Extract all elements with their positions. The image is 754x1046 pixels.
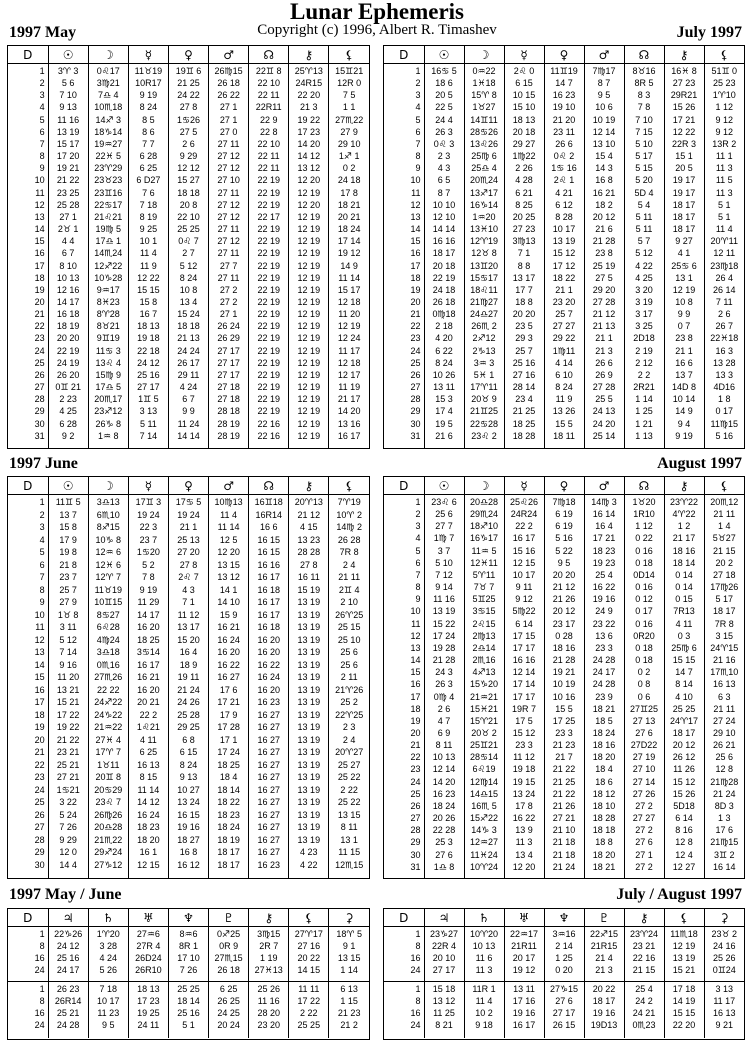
chiron-symbol: ⚷: [289, 46, 329, 64]
col-day: D: [8, 46, 48, 64]
node-symbol: ☊: [624, 477, 664, 495]
node-symbol: ☊: [249, 46, 289, 64]
chiron-column: 23♈22 4♈22 1 2 21 17 18 16 18 14 0 14 0 14 0 15 7R13 4 11 0 3 25♍ 6 15 15 14 7 8 14 4 10 25 25 24♈17 18 17 20 12 26 12 11 26 15 12 15 26 5D18 6 14 8 16 12 8 12 4 12 27: [664, 495, 704, 879]
copyright-notice: Copyright (c) 1996, Albert R. Timashev: [257, 22, 497, 38]
table-june-1997: [7, 476, 370, 879]
chiron-symbol: ⚷: [664, 477, 704, 495]
table-july-1997: [383, 45, 745, 449]
mars-symbol: ♂: [209, 477, 249, 495]
saturn-symbol: ♄: [464, 909, 504, 927]
col-day: D: [384, 477, 424, 495]
node-column: 22♊ 8 22 10 22 11 22R11 22 9 22 8 22 10 22 11 22 11 22 19 22 19 22 19 22 17 22 19 22 19 22 19 22 19 22 19 22 19 22 19 22 19 22 19 22 19 22 19 22 19 22 19 22 19 22 19 22 19 22 16 22 16: [249, 64, 289, 449]
mars-column: 7♍17 8 7 9 5 10 6 10 19 12 14 13 10 15 4 14 3 16 8 16 21 18 2 20 12 21 6 21 28 23 8 25 19 27 5 29 20 27 28 21 12 21 13 21 1 21 3 26 6 26 9 27 28 25 5 24 13 24 20 25 14: [584, 64, 624, 449]
lilith-symbol: ⚸: [704, 46, 744, 64]
venus-column: 11♊19 14 7 16 23 19 10 21 20 23 11 26 6 0♌ 2 1♋ 16 2♌ 1 4 21 6 12 8 28 10 17 13 19 15 12 17 12 18 22 21 1 23 20 25 7 27 27 29 22 1♍11 4 14 6 10 8 24 11 9 13 26 15 5 18 11: [544, 64, 584, 449]
mercury-column: 25♌26 24R24 22 2 16 17 15 16 12 15 10 17 9 11 9 12 5♍22 6 14 17 15 17 17 16 16 12 14 17 14 17 17 19R 7 17 5 15 12 23 3 11 12 19 18 19 15 13 24 17 8 16 22 13 9 11 3 13 4 12 20: [504, 495, 544, 879]
mercury-symbol: ☿: [128, 477, 168, 495]
moon-column: 3♎13 6♏10 8♐15 10♑ 8 12♒ 6 12♓ 6 12♈ 7 11♉19 10♊15 8♋27 6♌28 4♍24 3♎18 0♏16 27♏26 22 22 24♐22 24♑22 21♒22 27♓ 4 17♈ 7 1♉11 20♊ 8 20♋29 23♌ 7 26♍26 20♎28 21♏22 29♐24 27♑12: [88, 495, 128, 879]
header-august: August 1997: [657, 455, 742, 472]
day-column: 1 2 3 4 5 6 7 8 9 10 11 12 13 14 15 16 17 18 19 20 21 22 23 24 25 26 27 28 29 30 31: [384, 495, 424, 879]
jupiter-symbol: ♃: [48, 909, 88, 927]
lilith-column: 51♊ 0 25 23 1♈10 1 12 9 12 9 12 13R 2 11 1 11 3 11 5 11 3 5 1 5 1 11 4 20♈11 12 11 23♍18 26 4 26 14 7 11 2 6 26 7 22♓18 16 3 13 28 13 3 4D16 1 8 0 17 11♍15 5 16: [704, 64, 744, 449]
sun-symbol: ☉: [48, 477, 88, 495]
lilith-symbol: ⚸: [329, 46, 369, 64]
lilith-symbol: ⚸: [704, 477, 744, 495]
header-june: 1997 June: [9, 455, 78, 472]
chiron-symbol: ⚷: [289, 477, 329, 495]
mars-symbol: ♂: [584, 46, 624, 64]
sun-column: 3♈ 3 5 6 7 10 9 13 11 16 13 19 15 17 17 20 19 21 21 22 23 25 25 28 27 1 2♉ 1 4 4 6 7 8 10 10 13 12 16 14 17 16 18 18 19 20 20 22 19 24 19 26 20 0♊ 21 2 23 4 25 6 28 9 2: [48, 64, 88, 449]
chiron-column: 16♓ 8 27 23 29R21 15 26 17 21 12 22 22R 3 15 1 20 5 19 17 19 17 18 17 18 17 18 17 9 27 4 1 25♋ 6 13 1 12 19 10 8 9 9 0 7 23 8 21 1 16 6 13 7 14D 8 10 14 14 9 9 4 9 19: [664, 64, 704, 449]
mercury-column: 2♌ 0 6 15 10 15 15 10 18 13 20 18 29 27 1♍22 2 26 4 28 6 21 8 25 20 25 27 23 3♍13 7 1 8 8 13 17 17 7 18 8 20 20 23 5 29 3 25 7 25 16 27 16 28 14 23 4 21 25 18 25 18 28: [504, 64, 544, 449]
lilith-column: 20♏12 21 11 1 4 5♉27 21 15 20 2 27 18 17♍26 5 17 18 17 7R 8 3 15 24♈15 21 16 17♏10 16 13 6 3 21 11 27 24 29 10 26 21 25 6 12 8 21♍28 21 24 8D 3 1 3 17 6 21♍15 3♊ 2 16 14: [704, 495, 744, 879]
pluto-symbol: ♇: [584, 909, 624, 927]
venus-column: 17♋ 5 19 24 21 1 25 13 27 20 27 8 2♌ 7 4 3 7 1 11 12 13 17 15 20 16 4 18 9 19 11 21 24 24 26 25 28 29 25 6 8 6 15 8 24 9 13 10 27 13 24 16 15 19 16 18 27 16 8 16 12: [168, 495, 208, 879]
table-may-1997: [7, 45, 370, 449]
mars-symbol: ♂: [209, 46, 249, 64]
moon-column: 20♎28 29♏24 18♐10 16♑17 11♒ 5 12♓11 5♈11 7♉ 7 5♊25 3♋15 2♌15 2♍13 2♎14 2♏16 4♐13 15♑20 21♒21 15♓21 15♈21 20♉ 2 25♊21 28♋14 6♌19 12♍14 14♎15 16♏ 5 15♐22 14♑ 3 12♒27 11♓24 10♈24: [464, 495, 504, 879]
chiron-column: 20♈13 21 12 4 15 13 23 28 28 27 8 16 11 15 19 13 19 13 19 13 19 13 19 13 19 13 19 13 19 13 19 13 19 13 19 13 19 13 19 13 19 13 19 13 19 13 19 13 19 13 19 13 19 13 19 4 23 4 22: [289, 495, 329, 879]
moon-symbol: ☽: [88, 46, 128, 64]
neptune-symbol: ♆: [168, 909, 208, 927]
venus-symbol: ♀: [544, 477, 584, 495]
lilith-symbol: ⚸: [329, 477, 369, 495]
moon-column: 0♌17 3♍21 7♎ 4 10♏18 14♐ 3 18♑14 19♒27 22♓ 5 23♈29 23♉23 23♊16 22♋17 21♌21 19♍ 5 17♎ 1 14♏24 12♐22 10♑28 9♒17 8♓23 8♈28 8♉21 9♊19 11♋ 3 13♌ 4 15♍ 9 17♎ 5 20♏17 23♐12 26♑ 8 1♒ 8: [88, 64, 128, 449]
chiron-symbol: ⚷: [624, 909, 664, 927]
moon-symbol: ☽: [88, 477, 128, 495]
lilith-symbol: ⚸: [289, 909, 329, 927]
moon-column: 0♒22 1♓18 15♈ 8 1♉27 14♊11 28♋26 13♌26 25♍ 6 25♎ 4 20♏24 13♐17 16♑14 1♒20 13♓10 12♈19 12♉ 8 13♊20 15♋17 18♌11 21♍27 24♎27 26♏ 2 2♐12 2♑13 3♒ 3 5♓ 1 17♈11 20♉ 9 21♊25 22♋28 23♌ 2: [464, 64, 504, 449]
lilith-column: 7♈19 10♈ 2 14♍ 2 26 28 7R 8 2 4 21 11 2♊ 4 2 10 26♈25 25 15 25 10 25 6 25 6 2 11 21♈26 25 2 22♈25 2 3 2 4 20♈27 25 27 25 22 2 22 25 22 13 15 8 11 13 1 11 15 12♏15: [329, 495, 369, 879]
col-day: D: [8, 477, 48, 495]
header-july: July 1997: [676, 24, 742, 41]
sun-column: 16♋ 5 18 6 20 5 22 5 24 4 26 3 0♌ 3 2 3 4 3 6 5 8 7 10 10 12 10 14 14 16 16 18 17 20 18 22 19 24 18 26 18 0♍18 2 18 4 20 6 22 8 24 10 26 13 11 15 3 17 4 19 5 21 6: [424, 64, 464, 449]
saturn-symbol: ♄: [88, 909, 128, 927]
col-day: D: [384, 46, 424, 64]
mercury-column: 11♉19 10R17 9 19 8 24 8 5 8 6 7 7 6 28 6 25 6 D27 7 6 7 18 8 19 9 25 10 1 11 4 11 9 12 22 15 15 15 8 16 7 18 13 19 18 22 18 24 12 25 16 27 17 1♊ 5 3 13 5 11 7 14: [128, 64, 168, 449]
node-column: 8♉16 8R 5 8 3 7 8 7 10 7 15 5 10 5 17 5 15 5 20 5D 4 5 4 5 11 5 11 5 7 5 12 4 22 4 25 3 20 3 19 3 17 3 25 2D18 2 19 2 12 2 2 2R21 1 14 1 25 1 21 1 13: [624, 64, 664, 449]
venus-symbol: ♀: [168, 477, 208, 495]
chiron-symbol: ⚷: [664, 46, 704, 64]
sun-column: 23♌ 6 25 6 27 7 1♍ 7 3 7 5 10 7 12 9 14 11 16 13 19 15 22 17 24 19 28 21 28 24 3 26 3 0♍ 4 2 6 4 7 6 9 8 11 10 13 12 14 14 20 16 23 18 24 20 26 22 28 25 3 27 6 1♎ 8: [424, 495, 464, 879]
chiron-symbol: ⚷: [249, 909, 289, 927]
mars-column: 26♍15 26 18 26 22 27 1 27 1 27 0 27 11 27 12 27 12 27 10 27 11 27 12 27 12 27 11 27 12 27 11 27 7 27 11 27 2 27 2 27 1 26 24 26 29 27 17 27 17 27 17 27 18 27 18 28 18 28 19 28 19: [209, 64, 249, 449]
mercury-symbol: ☿: [504, 46, 544, 64]
lilith-column: 15♊21 12R 0 7 5 1 1 27♏22 27 9 29 10 1♐ 1 0 2 24 18 17 8 18 21 20 21 18 24 17 14 19 12 14 9 11 14 15 17 12 18 11 20 12 19 12 24 11 17 12 18 12 17 11 19 21 17 14 20 13 16 16 17: [329, 64, 369, 449]
lilith-symbol: ⚸: [664, 909, 704, 927]
header-may-june: 1997 May / June: [9, 886, 122, 903]
ceres-symbol: ⚳: [329, 909, 369, 927]
table-august-1997: [383, 476, 745, 879]
pluto-symbol: ♇: [209, 909, 249, 927]
venus-symbol: ♀: [168, 46, 208, 64]
table-outer-may-june: D ♃ ♄ ♅ ♆ ♇ ⚷ ⚸ ⚳ 1 8 16 24 22♑26 24 12 25 16 24 17 1♈20 3 28 4 24 5 26 27♒6 27R 4 26D24 26R10 8♒6 8R 1 17 10 7 26 0♐25 0R 9 27♏15 26 18 3♍15 2R 7 1 19 27♓13 27♈17 27 16 20 22 14 15 18♈ 5 9 1 13 15 1 14 1 8 16 24 26 23 26R14 25 21 24 28 7 18 10 17 11 23 9 5 18 13 17 23 19 25 24 11 25 25 18 14 25 16 5 1 6 25 26 25 24 25 20 24 25 26 11 16 28 20 23 20 11 11 17 22 2 22 25 25 6 13 1 15 21 23 21 2: [7, 908, 370, 1040]
chiron-column: 25♈13 24R15 22 20 21 3 19 22 17 23 14 20 14 12 13 12 12 20 12 19 12 20 12 19 12 19 12 19 12 19 12 19 12 19 12 19 12 19 12 19 12 19 12 19 12 19 12 19 12 19 12 19 12 19 12 19 12 19 12 19: [289, 64, 329, 449]
mars-symbol: ♂: [584, 477, 624, 495]
uranus-symbol: ♅: [504, 909, 544, 927]
col-day: D: [384, 909, 424, 927]
node-column: 1♉20 1R10 1 12 0 22 0 16 0 18 0D14 0 16 0 12 0 17 0 16 0R20 0 18 0 18 0 2 0 8 0 6 27♊25 27 13 27 6 27D22 27 19 27 10 27 14 27 26 27 2 27 27 27 2 27 6 27 1 27 2: [624, 495, 664, 879]
sun-column: 11♊ 5 13 7 15 8 17 9 19 8 21 8 23 7 25 7 27 9 1♉ 8 3 11 5 12 7 14 9 16 11 20 13 21 15 21 17 22 19 22 21 22 23 21 25 21 27 21 1♋21 3 22 5 24 7 26 9 29 12 0 14 4: [48, 495, 88, 879]
mercury-symbol: ☿: [128, 46, 168, 64]
node-symbol: ☊: [624, 46, 664, 64]
node-symbol: ☊: [249, 477, 289, 495]
mercury-column: 17♊ 3 19 24 22 3 23 7 1♋20 5 2 7 8 9 19 11 29 14 17 16 20 18 25 3♋14 16 17 16 21 16 20 20 21 22 2 1♌21 4 11 6 25 16 13 8 15 11 14 14 12 16 24 18 23 18 20 16 1 12 15: [128, 495, 168, 879]
sun-symbol: ☉: [48, 46, 88, 64]
day-column: 1 2 3 4 5 6 7 8 9 10 11 12 13 14 15 16 17 18 19 20 21 22 23 24 25 26 27 28 29 30 31: [8, 64, 48, 449]
sun-symbol: ☉: [424, 46, 464, 64]
venus-symbol: ♀: [544, 46, 584, 64]
col-day: D: [8, 909, 48, 927]
header-may: 1997 May: [9, 24, 77, 41]
ceres-symbol: ⚳: [704, 909, 744, 927]
day-column: 1 2 3 4 5 6 7 8 9 10 11 12 13 14 15 16 17 18 19 20 21 22 23 24 25 26 27 28 29 30 31: [384, 64, 424, 449]
table-outer-july-august: D ♃ ♄ ♅ ♆ ♇ ⚷ ⚸ ⚳ 1 8 16 24 23♑27 22R 4 20 10 27 17 10♈20 10 13 11 6 11 3 22♒17 21R11 20 17 19 12 3♒16 2 14 1 25 0 20 22♐15 21R15 21 4 21 3 23♈24 23 21 22 16 21 15 11♏18 12 19 13 19 15 21 23♉ 2 24 16 25 26 0♊24 1 8 16 24 15 18 13 12 11 25 8 21 11R 1 11 4 10 2 9 18 13 11 17 16 19 16 16 17 27♑15 27 6 27 17 26 15 20 22 18 17 19 16 19D13 25 4 24 2 24 21 0♏23 17 18 14 19 15 15 22 20 3 13 11 17 16 13 9 21: [383, 908, 745, 1040]
mercury-symbol: ☿: [504, 477, 544, 495]
neptune-symbol: ♆: [544, 909, 584, 927]
jupiter-symbol: ♃: [424, 909, 464, 927]
node-column: 16♊18 16R14 16 6 16 15 16 15 16 16 16 17 16 18 16 17 16 17 16 18 16 20 16 20 16 22 16 24 16 20 16 23 16 27 16 27 16 27 16 27 16 27 16 27 16 27 16 27 16 27 16 27 16 27 16 27 16 23: [249, 495, 289, 879]
uranus-symbol: ♅: [128, 909, 168, 927]
venus-column: 19♊ 6 21 25 24 22 27 8 1♋26 27 5 2 6 9 29 12 12 15 27 18 18 20 8 22 10 25 25 0♌ 7 2 7 5 12 8 24 10 8 13 4 15 24 18 18 21 13 24 24 26 17 29 11 4 24 6 7 9 9 11 24 14 14: [168, 64, 208, 449]
page-title: Lunar Ephemeris: [289, 0, 465, 24]
venus-column: 7♍18 6 19 6 19 5 16 5 22 9 5 20 20 21 12 21 26 20 12 23 17 0 28 18 16 21 28 19 21 10 19 10 16 15 5 17 25 23 3 21 23 21 7 21 22 21 25 21 22 21 26 27 21 21 10 21 18 21 18 21 24: [544, 495, 584, 879]
mars-column: 14♍ 3 16 14 16 4 17 21 18 23 19 23 25 4 16 22 19 16 24 9 23 22 13 6 23 3 24 28 24 17 24 28 23 9 18 21 18 5 18 24 18 16 18 20 18 4 18 6 18 12 18 10 18 28 18 18 18 8 18 20 18 21: [584, 495, 624, 879]
sun-symbol: ☉: [424, 477, 464, 495]
moon-symbol: ☽: [464, 477, 504, 495]
header-july-august: July / August 1997: [616, 886, 742, 903]
day-column: 1 2 3 4 5 6 7 8 9 10 11 12 13 14 15 16 17 18 19 20 21 22 23 24 25 26 27 28 29 30: [8, 495, 48, 879]
moon-symbol: ☽: [464, 46, 504, 64]
mars-column: 10♍13 11 4 11 14 12 5 12 20 13 15 13 12 14 1 14 10 15 9 16 21 16 24 16 20 16 22 16 27 17 6 17 21 17 9 17 28 17 1 17 24 18 25 18 4 18 14 18 22 18 23 18 24 18 19 18 17 18 17: [209, 495, 249, 879]
